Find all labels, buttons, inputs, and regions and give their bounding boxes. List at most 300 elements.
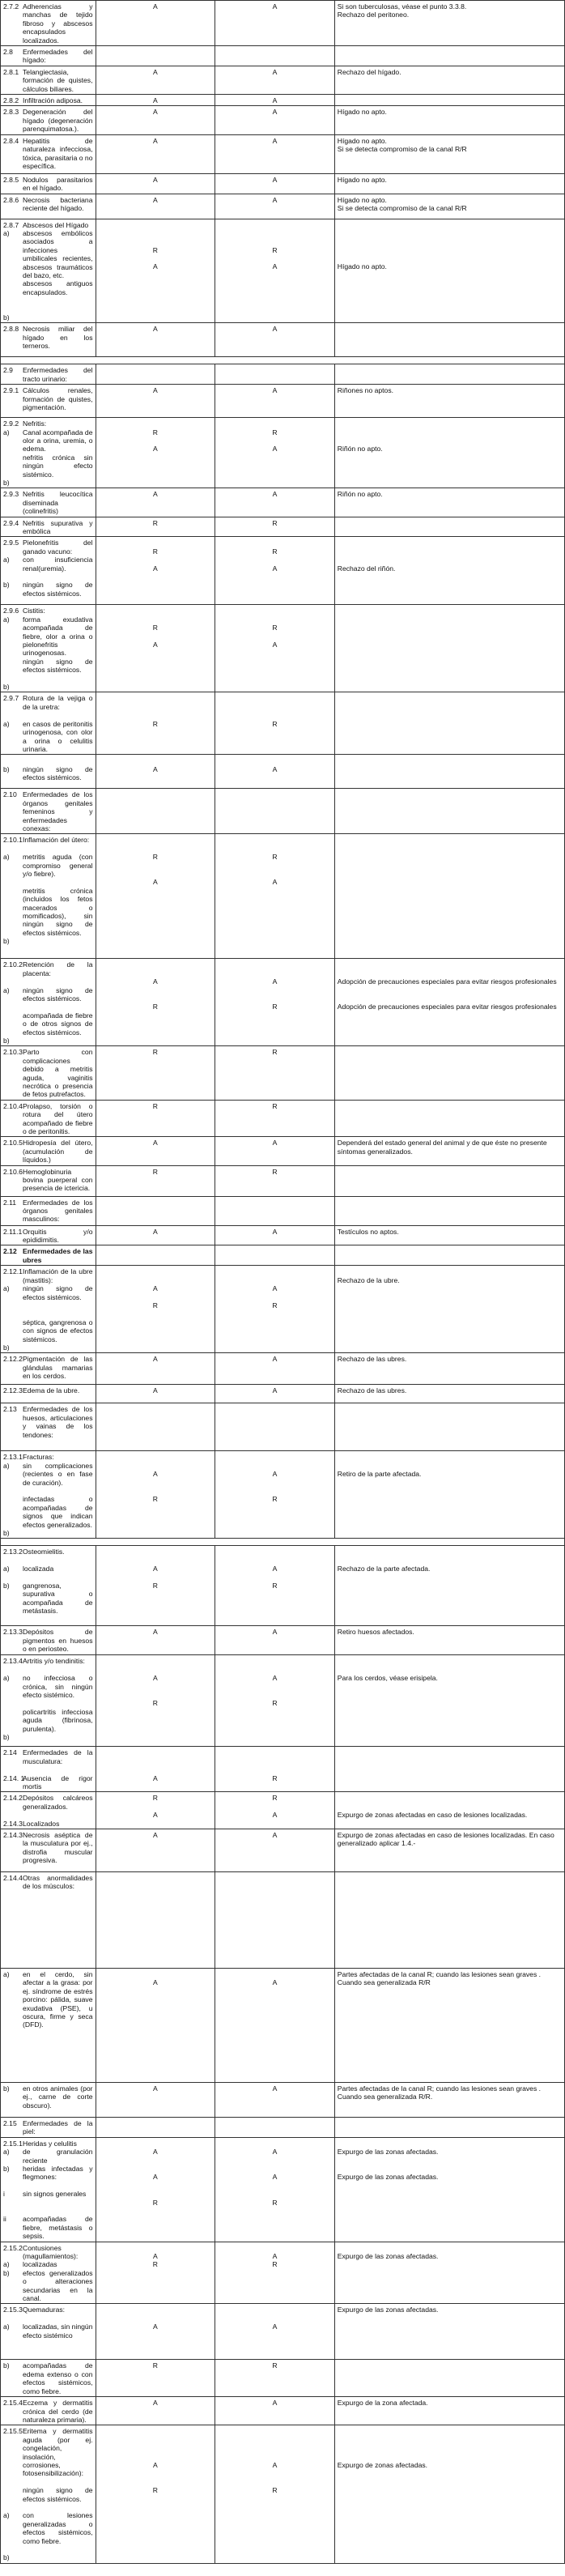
assessment-mark: R (152, 1699, 158, 1708)
assessment-mark: A (272, 1284, 278, 1293)
remark-line: Partes afectadas de la canal R; cuando las lesiones sean graves . Cuando sea generalizada R/R. (337, 2084, 542, 2101)
table-row (1, 1225, 565, 1245)
table-row (1, 834, 565, 959)
assessment-mark: A (152, 2148, 158, 2157)
remark-line: Riñón no apto. (337, 445, 383, 453)
assessment-mark (99, 2244, 213, 2252)
assessment-mark (99, 1765, 213, 1773)
assessment-mark (99, 436, 213, 445)
item-text: de granulación reciente (23, 2148, 93, 2165)
column-a-cell (96, 1137, 215, 1165)
item-number: b) (3, 937, 10, 946)
assessment-mark (218, 986, 332, 994)
item-description (1, 2117, 96, 2137)
item-text (23, 2314, 93, 2323)
column-b-cell (215, 1046, 335, 1100)
item-number: b) (3, 479, 10, 487)
assessment-mark: A (152, 1565, 158, 1573)
assessment-mark (218, 694, 332, 702)
item-number: b) (3, 2553, 10, 2562)
item-text (23, 1343, 93, 1352)
item-text: ningún signo de efectos sistémicos. (23, 986, 93, 1003)
item-description (1, 46, 96, 66)
column-a-cell (96, 1225, 215, 1245)
table-row (1, 106, 565, 134)
item-description (1, 66, 96, 94)
assessment-mark (99, 986, 213, 994)
assessment-mark (218, 1199, 332, 1207)
remark-line: Para los cerdos, véase erisipela. (337, 1674, 438, 1683)
item-text (23, 1309, 93, 1318)
assessment-mark (218, 1479, 332, 1487)
assessment-mark: A (272, 641, 278, 649)
table-row (1, 1655, 565, 1747)
assessment-mark (99, 2444, 213, 2452)
item-text: Enfermedades de la musculatura: (23, 1748, 93, 1765)
remark-line (338, 2165, 562, 2173)
item-description (1, 1626, 96, 1655)
remark-line (338, 436, 562, 445)
item-number: 2.12.3 (3, 1386, 23, 1395)
remark-line: Riñones no aptos. (337, 386, 394, 395)
remark-line (338, 237, 562, 245)
assessment-mark: A (152, 1227, 158, 1236)
assessment-mark: A (272, 108, 278, 117)
item-text (23, 296, 93, 304)
assessment-mark: R (152, 624, 158, 632)
column-a-cell (96, 66, 215, 94)
assessment-mark: A (272, 1628, 278, 1637)
assessment-mark: A (152, 641, 158, 649)
item-number: a) (3, 428, 10, 436)
assessment-mark (218, 756, 332, 764)
remarks-cell (334, 834, 564, 959)
item-number (3, 1666, 23, 1674)
assessment-mark: R (152, 2486, 158, 2495)
assessment-mark: R (272, 1581, 278, 1590)
item-text: Enfermedades del hígado: (23, 48, 93, 65)
item-description (1, 1165, 96, 1196)
remarks-cell (334, 605, 564, 692)
item-number: 2.8.6 (3, 195, 19, 204)
item-description (1, 173, 96, 194)
item-number: a) (3, 228, 10, 237)
item-number: 2.8.8 (3, 325, 19, 334)
item-text: Enfermedades de los huesos, articulaciones y vainas de los tendones: (23, 1405, 93, 1439)
assessment-mark (99, 790, 213, 798)
column-b-cell (215, 1385, 335, 1403)
item-description (1, 1, 96, 46)
assessment-mark (99, 2182, 213, 2190)
item-text: Cistitis: (23, 607, 45, 615)
column-b-cell (215, 106, 335, 134)
table-row (1, 1871, 565, 1968)
column-a-cell (96, 537, 215, 605)
column-a-cell (96, 418, 215, 488)
assessment-mark: A (272, 1470, 278, 1479)
item-number (3, 658, 23, 675)
remark-line (338, 1453, 562, 1461)
item-number: 2.15.5 (3, 2427, 23, 2436)
remark-line (338, 1794, 562, 1802)
item-description (1, 1546, 96, 1626)
item-number: 2.14.3 (3, 1819, 23, 1828)
column-b-cell (215, 2137, 335, 2242)
assessment-mark: R (152, 1167, 158, 1176)
remark-line (338, 254, 562, 262)
item-number (3, 1301, 23, 1309)
remarks-cell (334, 1245, 564, 1266)
item-text (23, 711, 93, 719)
assessment-mark: A (152, 2399, 158, 2408)
assessment-mark: R (272, 1699, 278, 1708)
column-a-cell (96, 1, 215, 46)
assessment-mark (99, 1453, 213, 1461)
item-number (3, 1573, 23, 1582)
item-text (23, 1699, 93, 1707)
assessment-mark (99, 556, 213, 564)
item-number: b) (3, 1036, 10, 1045)
assessment-mark: R (152, 2260, 158, 2269)
remarks-cell (334, 1829, 564, 1871)
assessment-mark: R (272, 1773, 278, 1782)
table-row (1, 2397, 565, 2425)
remark-line: Expurgo de zonas afectadas en caso de lesiones localizadas. En caso generalizado aplicar 1.4.- (337, 1830, 554, 1848)
item-text (23, 2545, 93, 2553)
item-number: a) (3, 2148, 10, 2157)
remark-line: Dependerá del estado general del animal y de que éste no presente síntomas generalizados. (337, 1139, 547, 1156)
assessment-mark: R (152, 1581, 158, 1590)
remark-line (338, 2427, 562, 2435)
assessment-mark (218, 1691, 332, 1699)
remarks-cell (334, 1655, 564, 1747)
remark-line (338, 2436, 562, 2444)
assessment-mark (99, 969, 213, 977)
assessment-mark (218, 862, 332, 870)
item-number: a) (3, 2511, 10, 2520)
remarks-cell (334, 1451, 564, 1539)
assessment-mark (99, 539, 213, 547)
item-text: Retención de la placenta: (23, 960, 93, 977)
item-number (3, 1699, 23, 1707)
item-number: 2.10.4 (3, 1101, 23, 1110)
remark-line (338, 2244, 562, 2252)
item-number: a) (3, 1565, 10, 1573)
assessment-mark: A (152, 1674, 158, 1683)
item-text: Quemaduras: (23, 2306, 66, 2314)
item-text: Nefritis: (23, 419, 47, 428)
assessment-mark: R (272, 547, 278, 556)
assessment-mark (218, 632, 332, 641)
assessment-mark (99, 1267, 213, 1275)
item-text: ningún signo de efectos sistémicos. (23, 1284, 93, 1301)
remark-line: Si se detecta compromiso de la canal R/R (337, 145, 467, 154)
item-text: Nefritis leucocítica diseminada (colinefritis) (23, 490, 93, 516)
column-a-cell (96, 1655, 215, 1747)
item-number: 2.13.1 (3, 1453, 23, 1462)
assessment-mark: A (152, 262, 158, 271)
item-number: 2.14.4 (3, 1873, 23, 1882)
item-text (23, 1487, 93, 1495)
column-b-cell (215, 1225, 335, 1245)
assessment-mark (99, 1691, 213, 1699)
remarks-cell (334, 755, 564, 789)
assessment-mark (99, 2314, 213, 2323)
assessment-mark (99, 2165, 213, 2173)
assessment-mark (218, 1462, 332, 1470)
item-description (1, 1385, 96, 1403)
item-text: Rotura de la vejiga o de la uretra: (23, 694, 93, 711)
item-number: 2.13 (3, 1405, 17, 1414)
remarks-cell (334, 418, 564, 488)
table-row (1, 1829, 565, 1871)
assessment-mark: A (152, 136, 158, 145)
table-row (1, 517, 565, 537)
remark-line (338, 519, 562, 527)
table-row (1, 1046, 565, 1100)
item-number: 2.13.4 (3, 1657, 23, 1666)
item-description (1, 789, 96, 834)
column-b-cell (215, 1196, 335, 1225)
table-row (1, 2082, 565, 2117)
item-text: Necrosis aséptica de la musculatura por ej., distrofia muscular progresiva. (23, 1830, 93, 1865)
assessment-mark: A (152, 325, 158, 334)
item-description (1, 1353, 96, 1385)
assessment-mark: A (272, 1227, 278, 1236)
assessment-mark: R (272, 518, 278, 527)
column-b-cell (215, 418, 335, 488)
table-row (1, 1451, 565, 1539)
column-b-cell (215, 692, 335, 755)
item-text: metritis crónica (incluidos los fetos macerados o momificados), sin ningún signo de efectos sistémicos. (23, 886, 93, 937)
item-text: Inflamación de la ubre (mastitis): (23, 1267, 93, 1284)
remark-line (338, 1803, 562, 1811)
assessment-mark (218, 1970, 332, 1978)
remarks-cell (334, 1353, 564, 1385)
item-text (23, 1529, 93, 1537)
column-b-cell (215, 1871, 335, 1968)
remark-line (338, 2444, 562, 2452)
assessment-mark (99, 1748, 213, 1756)
assessment-mark (99, 1405, 213, 1413)
item-text: localizada (23, 1565, 54, 1573)
item-number: 2.8.4 (3, 136, 19, 145)
remark-line: Si se detecta compromiso de la canal R/R (337, 203, 467, 212)
item-number: b) (3, 764, 10, 773)
assessment-mark: R (272, 2486, 278, 2495)
item-number (3, 305, 23, 313)
assessment-mark (99, 862, 213, 870)
remark-line: Hígado no apto. (337, 195, 387, 204)
assessment-mark: R (272, 624, 278, 632)
item-description (1, 385, 96, 418)
item-number: 2.10 (3, 790, 17, 799)
assessment-mark (218, 845, 332, 853)
item-number (3, 2199, 23, 2207)
item-text: en casos de peritonitis urinogenosa, con olor a orina o celulitis urinaria. (23, 719, 93, 753)
remark-line (338, 428, 562, 436)
assessment-mark: A (272, 136, 278, 145)
item-text: Degeneración del hígado (degeneración parenquimatosa.). (23, 108, 93, 134)
item-text (23, 1037, 93, 1045)
item-description (1, 2425, 96, 2563)
assessment-mark: R (152, 428, 158, 436)
assessment-mark (218, 1556, 332, 1565)
column-b-cell (215, 2397, 335, 2425)
remarks-cell (334, 959, 564, 1046)
item-number: b) (3, 2361, 10, 2370)
assessment-mark: A (272, 386, 278, 395)
item-text: infectadas o acompañadas de signos que indican efectos generalizados. (23, 1495, 93, 1529)
item-text: Otras anormalidades de los músculos: (23, 1873, 93, 1891)
assessment-mark (99, 1462, 213, 1470)
item-description (1, 134, 96, 173)
table-row (1, 1546, 565, 1626)
assessment-mark (99, 615, 213, 624)
assessment-mark: A (152, 490, 158, 499)
assessment-mark: A (152, 1773, 158, 1782)
table-row (1, 1, 565, 46)
column-a-cell (96, 323, 215, 357)
item-text (23, 675, 93, 683)
column-a-cell (96, 219, 215, 323)
assessment-mark (218, 539, 332, 547)
item-text (23, 2207, 93, 2215)
item-description (1, 1871, 96, 1968)
item-number (3, 2486, 23, 2503)
table-row (1, 755, 565, 789)
assessment-mark (99, 1666, 213, 1674)
assessment-mark (218, 254, 332, 262)
item-text: Nodulos parasitarios en el hígado. (23, 175, 93, 193)
remark-line (338, 229, 562, 237)
assessment-mark: A (152, 2460, 158, 2469)
item-text: abscesos embólicos asociados a infecciones umbilicales recientes, abscesos traumáticos del bazo, etc. (23, 228, 93, 279)
item-text: Abscesos del Hígado (23, 220, 89, 229)
assessment-mark: A (272, 2323, 278, 2331)
item-number: 2.8.5 (3, 175, 19, 184)
item-text: localizadas, sin ningún efecto sistémico (23, 2323, 93, 2340)
table-row (1, 194, 565, 219)
item-description (1, 1792, 96, 1829)
item-description (1, 755, 96, 789)
item-number: i (3, 2190, 5, 2199)
remark-line (338, 790, 562, 798)
item-number: 2.9.7 (3, 694, 19, 703)
item-description (1, 1196, 96, 1225)
assessment-mark (218, 2452, 332, 2460)
assessment-mark: A (152, 2323, 158, 2331)
item-description (1, 219, 96, 323)
item-number: 2.10.1 (3, 836, 23, 845)
item-text: Eczema y dermatitis crónica del cerdo (de naturaleza primaria). (23, 2399, 93, 2424)
column-b-cell (215, 1353, 335, 1385)
remark-line: Expurgo de las zonas afectadas. (337, 2252, 439, 2261)
item-text: con insuficiencia renal(uremia). (23, 556, 93, 573)
assessment-mark (218, 1683, 332, 1691)
item-description (1, 1829, 96, 1871)
item-description (1, 488, 96, 517)
remark-line (338, 2140, 562, 2148)
remark-line (338, 246, 562, 254)
remarks-cell (334, 2304, 564, 2360)
section-gap (1, 357, 565, 364)
assessment-mark: A (272, 2252, 278, 2261)
item-text: Fracturas: (23, 1453, 54, 1462)
remark-line (338, 994, 562, 1003)
item-number: b) (3, 1343, 10, 1352)
item-number (3, 675, 23, 683)
item-text: Enfermedades del tracto urinario: (23, 366, 93, 383)
remarks-cell (334, 1871, 564, 1968)
assessment-mark (218, 1453, 332, 1461)
item-text: Depósitos de pigmentos en huesos o en periosteo. (23, 1628, 93, 1654)
assessment-mark: A (152, 2084, 158, 2093)
assessment-mark: A (272, 2148, 278, 2157)
table-row (1, 1353, 565, 1385)
item-text: metritis aguda (con compromiso general y/o fiebre). (23, 853, 93, 878)
assessment-mark: A (152, 2, 158, 11)
assessment-mark: A (272, 564, 278, 573)
item-text (23, 1811, 93, 1819)
remarks-cell (334, 2117, 564, 2137)
assessment-mark (218, 419, 332, 428)
item-number (3, 2182, 23, 2190)
assessment-mark (99, 2119, 213, 2127)
assessment-mark: A (272, 1830, 278, 1839)
item-number: a) (3, 1284, 10, 1293)
assessment-mark: A (272, 977, 278, 986)
item-number (3, 845, 23, 853)
assessment-mark (218, 237, 332, 245)
item-number (3, 2314, 23, 2323)
column-a-cell (96, 1353, 215, 1385)
column-b-cell (215, 2082, 335, 2117)
remark-line (338, 2157, 562, 2165)
column-a-cell (96, 692, 215, 755)
column-b-cell (215, 2117, 335, 2137)
assessment-mark: A (272, 67, 278, 76)
table-row (1, 1747, 565, 1792)
assessment-mark: A (272, 96, 278, 105)
remarks-cell (334, 1792, 564, 1829)
table-row (1, 134, 565, 173)
column-b-cell (215, 789, 335, 834)
assessment-mark: A (152, 445, 158, 453)
remarks-cell (334, 1137, 564, 1165)
item-number (3, 878, 23, 886)
item-number: a) (3, 719, 10, 728)
assessment-mark: R (272, 245, 278, 254)
item-number: 2.8.1 (3, 67, 19, 76)
item-text: Inflamación del útero: (23, 836, 90, 845)
item-text (23, 2503, 93, 2511)
item-number: a) (3, 556, 10, 564)
assessment-mark (99, 1657, 213, 1665)
assessment-mark (218, 703, 332, 711)
assessment-mark (218, 2427, 332, 2435)
item-number: a) (3, 1674, 10, 1683)
item-text: Pielonefritis del ganado vacuno: (23, 539, 93, 556)
remark-line (338, 1102, 562, 1110)
item-text: Nefritis supurativa y embólica (23, 518, 93, 536)
remark-line (338, 366, 562, 374)
item-description (1, 2304, 96, 2360)
assessment-mark: A (152, 764, 158, 773)
remarks-cell (334, 1968, 564, 2082)
item-text (23, 1733, 93, 1741)
item-text (23, 1666, 93, 1674)
